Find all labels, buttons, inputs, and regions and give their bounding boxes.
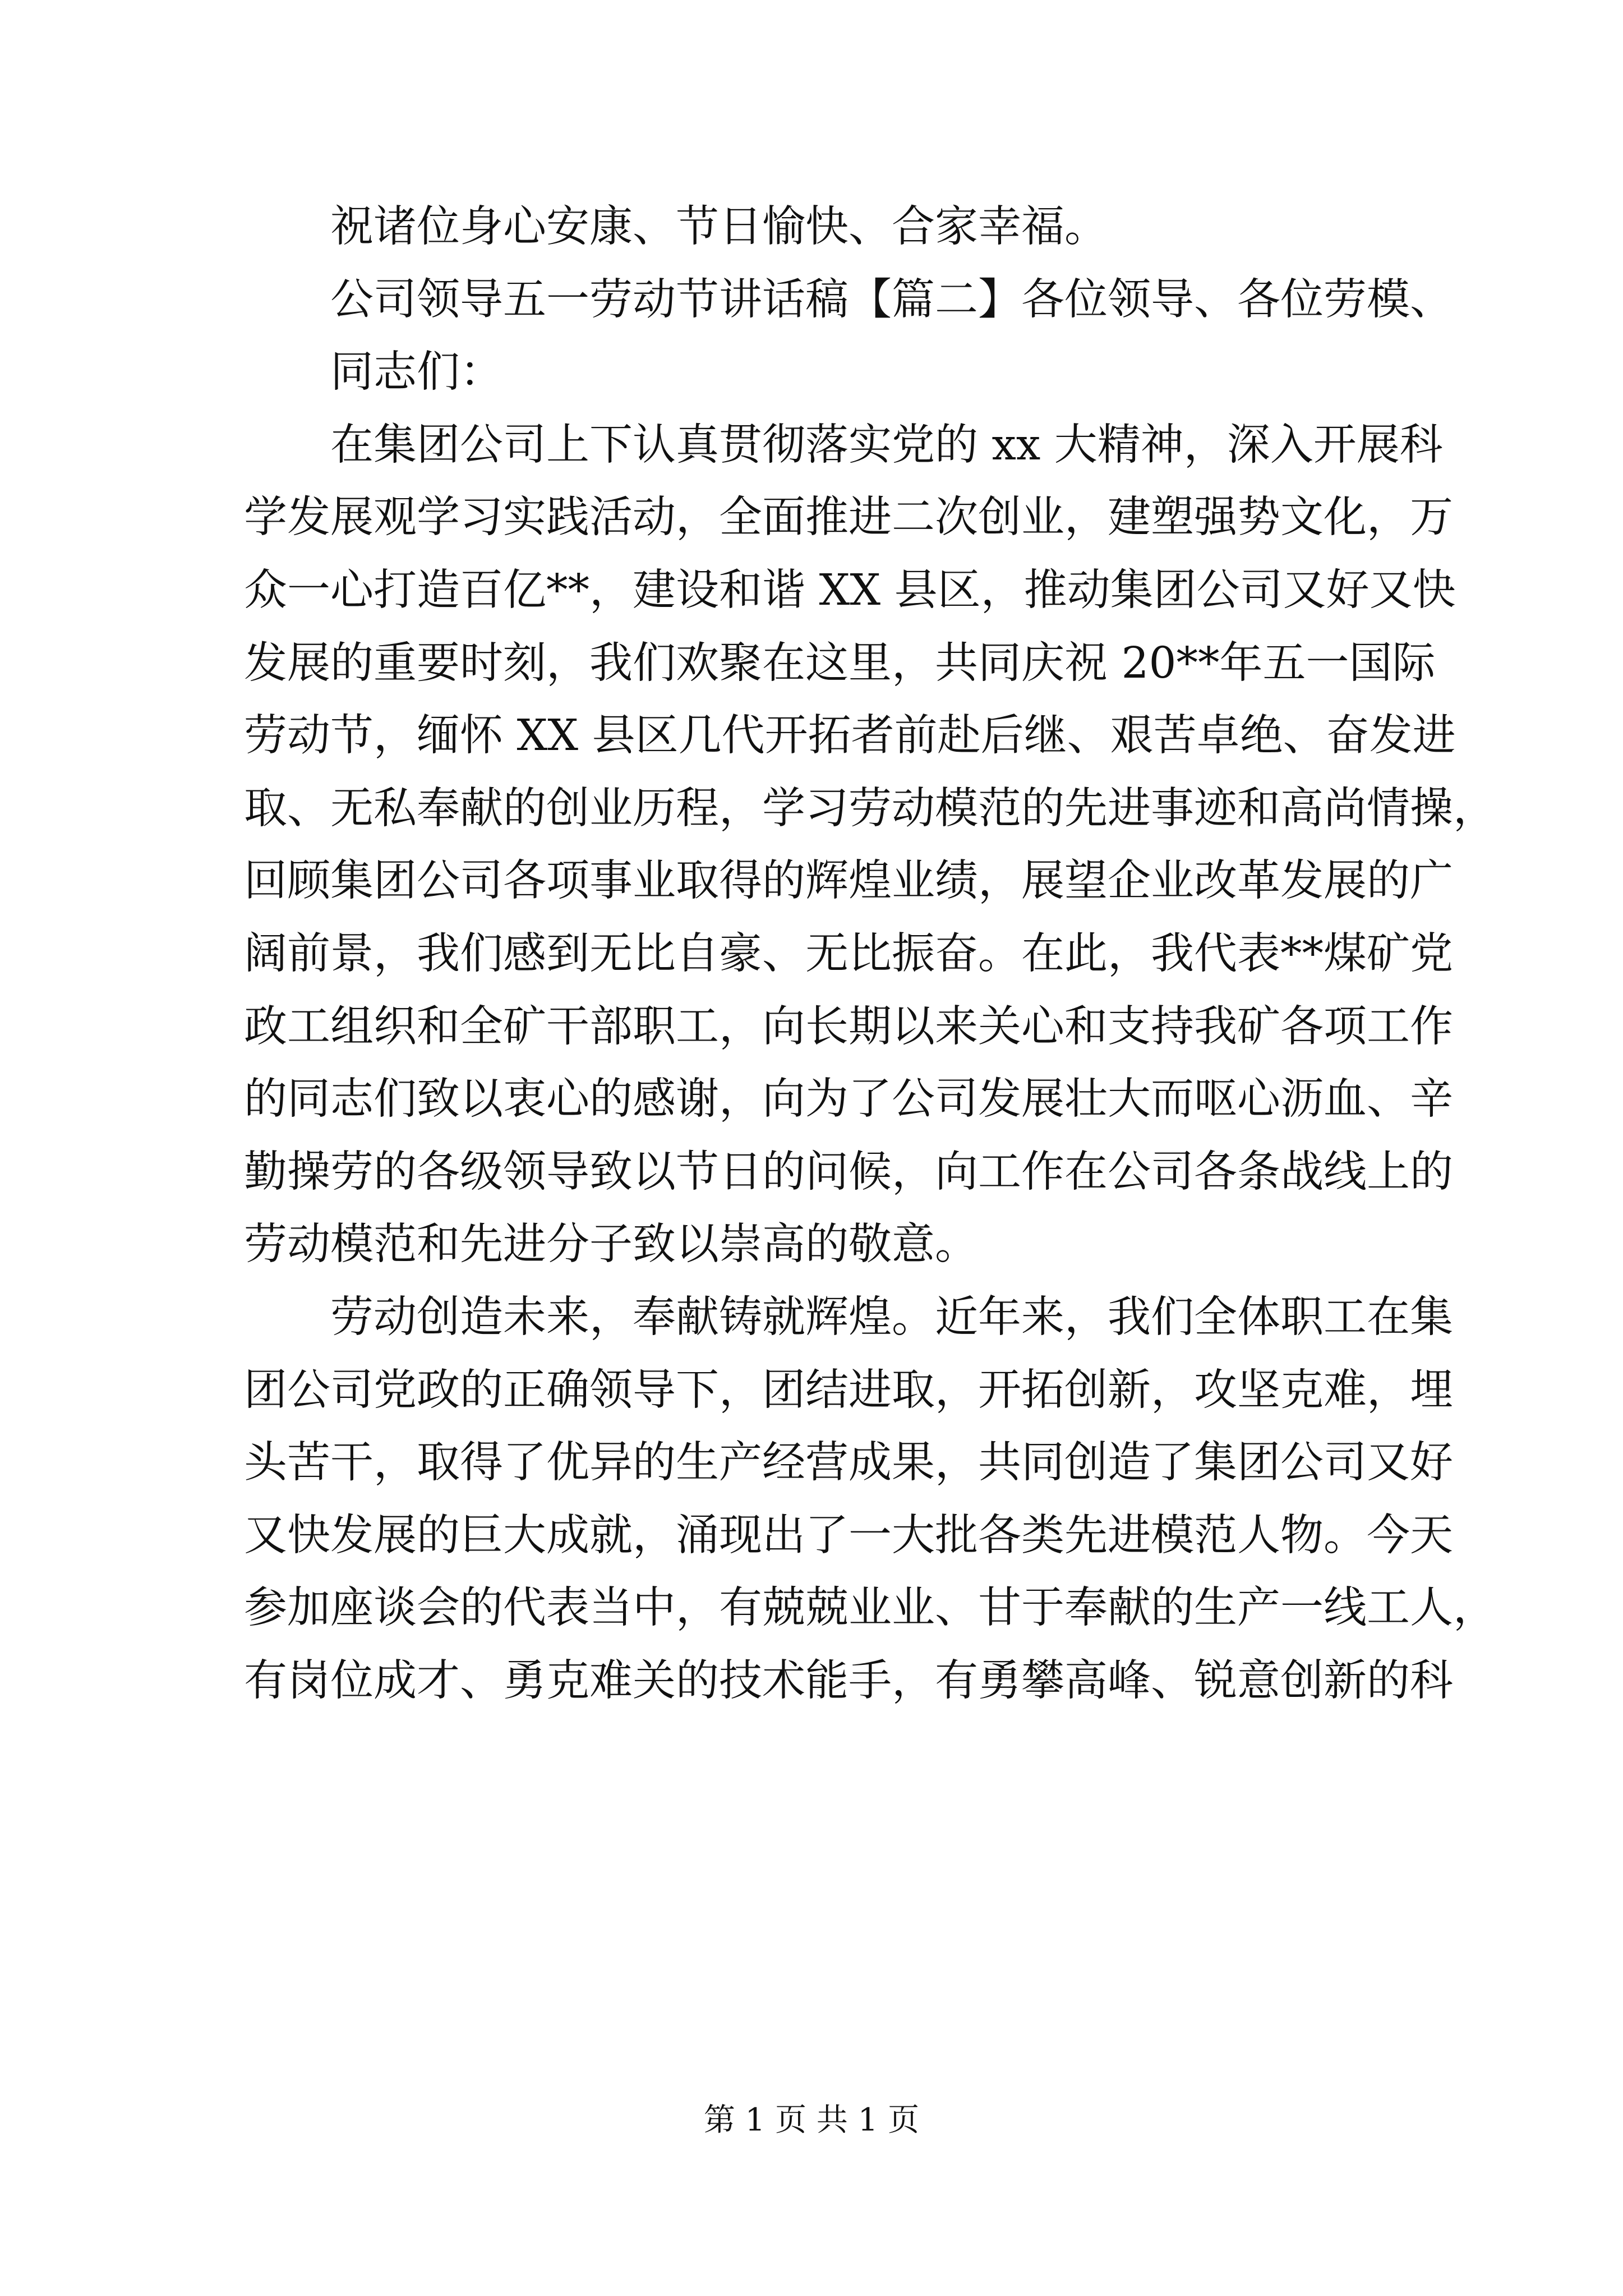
text-line: 勤操劳的各级领导致以节日的问候，向工作在公司各条战线上的 xyxy=(244,1147,1453,1197)
text-line: 祝诸位身心安康、节日愉快、合家幸福。 xyxy=(330,202,1108,252)
text-line: 团公司党政的正确领导下，团结进取，开拓创新，攻坚克难，埋 xyxy=(244,1365,1453,1415)
text-line: 在集团公司上下认真贯彻落实党的 xx 大精神，深入开展科 xyxy=(330,420,1443,470)
text-line: 政工组织和全矿干部职工，向长期以来关心和支持我矿各项工作 xyxy=(244,1001,1453,1052)
text-line: 又快发展的巨大成就，涌现出了一大批各类先进模范人物。今天 xyxy=(244,1510,1453,1561)
text-line: 众一心打造百亿**，建设和谐 XX 县区，推动集团公司又好又快 xyxy=(244,565,1456,615)
text-line: 学发展观学习实践活动，全面推进二次创业，建塑强势文化，万 xyxy=(244,493,1453,543)
text-line: 头苦干，取得了优异的生产经营成果，共同创造了集团公司又好 xyxy=(244,1438,1453,1488)
text-line: 劳动节，缅怀 XX 县区几代开拓者前赴后继、艰苦卓绝、奋发进 xyxy=(244,711,1456,761)
text-line: 发展的重要时刻，我们欢聚在这里，共同庆祝 20**年五一国际 xyxy=(244,638,1436,688)
text-line: 的同志们致以衷心的感谢，向为了公司发展壮大而呕心沥血、辛 xyxy=(244,1074,1453,1125)
text-line: 公司领导五一劳动节讲话稿【篇二】各位领导、各位劳模、 xyxy=(330,274,1453,325)
text-line: 同志们： xyxy=(330,347,503,398)
text-line: 参加座谈会的代表当中，有兢兢业业、甘于奉献的生产一线工人， xyxy=(244,1583,1496,1634)
document-body xyxy=(244,191,1496,1717)
text-line: 回顾集团公司各项事业取得的辉煌业绩，展望企业改革发展的广 xyxy=(244,856,1453,907)
page-footer: 第 1 页 共 1 页 xyxy=(703,2102,920,2138)
text-line: 取、无私奉献的创业历程，学习劳动模范的先进事迹和高尚情操， xyxy=(244,783,1496,834)
text-line: 劳动模范和先进分子致以崇高的敬意。 xyxy=(244,1220,978,1270)
text-line: 阔前景，我们感到无比自豪、无比振奋。在此，我代表**煤矿党 xyxy=(244,928,1453,979)
text-line: 有岗位成才、勇克难关的技术能手，有勇攀高峰、锐意创新的科 xyxy=(244,1655,1453,1706)
text-line: 劳动创造未来，奉献铸就辉煌。近年来，我们全体职工在集 xyxy=(330,1292,1453,1342)
